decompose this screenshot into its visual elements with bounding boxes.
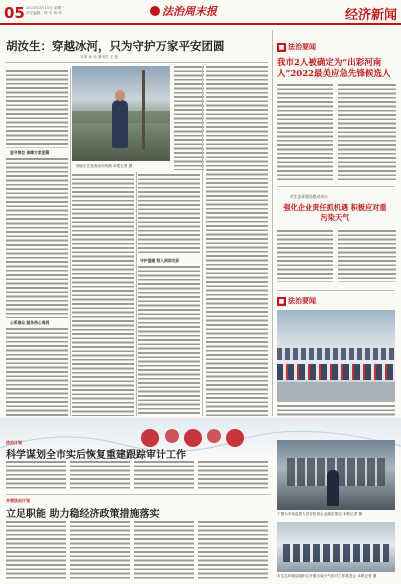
main-article-title: 胡汝生：穿越冰河，只为守护万家平安团圆	[6, 39, 225, 53]
main-article-subhead-3: 守护温暖 给人间添光彩	[140, 258, 180, 263]
band-photo-caption: 下图为市场监管人员在检查企业落实情况 本报记者 摄	[277, 512, 362, 516]
main-article-col3-text-b	[138, 266, 200, 416]
right-sub-label: 市生态环境局推动出台	[290, 194, 328, 199]
right-article-text-a	[277, 84, 333, 180]
logo-emblem-icon	[150, 6, 160, 16]
issue-editors: 责任编辑：郭 亮 林 萍	[26, 11, 62, 15]
crowd-floor	[277, 382, 395, 402]
main-article-col1-text-c	[6, 328, 68, 416]
masthead-rule	[0, 23, 401, 25]
band-headline: 科学谋划全市实后恢复重建跟踪审计工作	[6, 450, 186, 461]
masthead	[0, 0, 401, 26]
right-headline: 我市2人被确定为“出彩河南人”2022最美应急先锋候选人	[277, 58, 391, 79]
bottom-text-1	[6, 521, 66, 579]
col-rule-2	[136, 172, 137, 416]
main-article-subhead-1: 坚守岗位 保障万家团圆	[10, 150, 50, 155]
band-text-2	[70, 461, 130, 491]
band-right-photo	[277, 440, 395, 510]
right-article-text-c	[277, 230, 333, 282]
bottom-tag: 开展法治计划	[6, 498, 30, 503]
right-sub-headline: 强化企业责任抓机遇 积极应对重污染天气	[283, 203, 387, 222]
main-article-col1-text-a	[6, 70, 68, 148]
main-article-col3-text-a	[138, 174, 200, 254]
bottom-text-2	[70, 521, 130, 579]
main-article-photo	[72, 66, 170, 161]
main-article-col4-text	[174, 66, 204, 170]
right-divider-2	[277, 290, 395, 291]
band-tag: 法治计划	[6, 440, 22, 445]
right-crowd-photo	[277, 310, 395, 402]
band-photo-person	[327, 470, 339, 506]
col-rule-3	[202, 66, 203, 416]
right-section-badge: ■ 法治要闻	[278, 43, 316, 51]
section-marker-icon: ■	[278, 43, 285, 51]
photo-worker-figure	[112, 100, 128, 148]
right-article-text-b	[338, 84, 396, 180]
right-article-text-d	[338, 230, 396, 282]
bottom-photo-caption: 市生态环境局组织召开重污染天气应对工作推进会 本报记者 摄	[277, 574, 377, 578]
bottom-headline: 立足职能 助力稳经济政策措施落实	[6, 509, 160, 520]
section-title: 经济新闻	[344, 8, 397, 23]
band-text-3	[134, 461, 194, 491]
band-text-1	[6, 461, 66, 491]
bottom-right-photo	[277, 522, 395, 572]
bottom-divider	[6, 494, 270, 495]
right-divider-1	[277, 186, 395, 187]
photo-power-pole	[142, 70, 145, 150]
bottom-photo-people	[283, 544, 389, 562]
right-bottom-badge: ■ 法治要闻	[278, 297, 316, 305]
newspaper-logo	[150, 3, 217, 19]
main-article-photo-caption: 胡汝生在检查冰河线路 本报记者 摄	[76, 164, 133, 168]
right-column-rule	[272, 30, 273, 416]
col-rule-1	[70, 68, 71, 416]
photo-worker-head	[115, 90, 125, 101]
section-marker-icon: ■	[278, 297, 285, 305]
main-article-col2-text	[72, 174, 134, 416]
page-number: 05	[4, 4, 25, 22]
main-article-byline: 本报 孙 伟 通讯员 王 磊	[80, 55, 119, 59]
crowd-row-back	[277, 348, 395, 360]
bottom-text-3	[134, 521, 194, 579]
right-photo-caption-text	[277, 405, 395, 416]
crowd-row-front	[277, 364, 395, 380]
band-text-4	[198, 461, 268, 491]
title-rule	[6, 62, 268, 63]
main-article-subhead-2: 心系群众 服务热心周到	[10, 320, 50, 325]
main-article-col5-text	[206, 66, 268, 416]
issue-date: 2023年3月15日 星期三	[26, 6, 65, 10]
logo-text: 法治周末报	[162, 5, 217, 18]
main-article-col1-text-b	[6, 158, 68, 318]
bottom-text-4	[198, 521, 268, 579]
